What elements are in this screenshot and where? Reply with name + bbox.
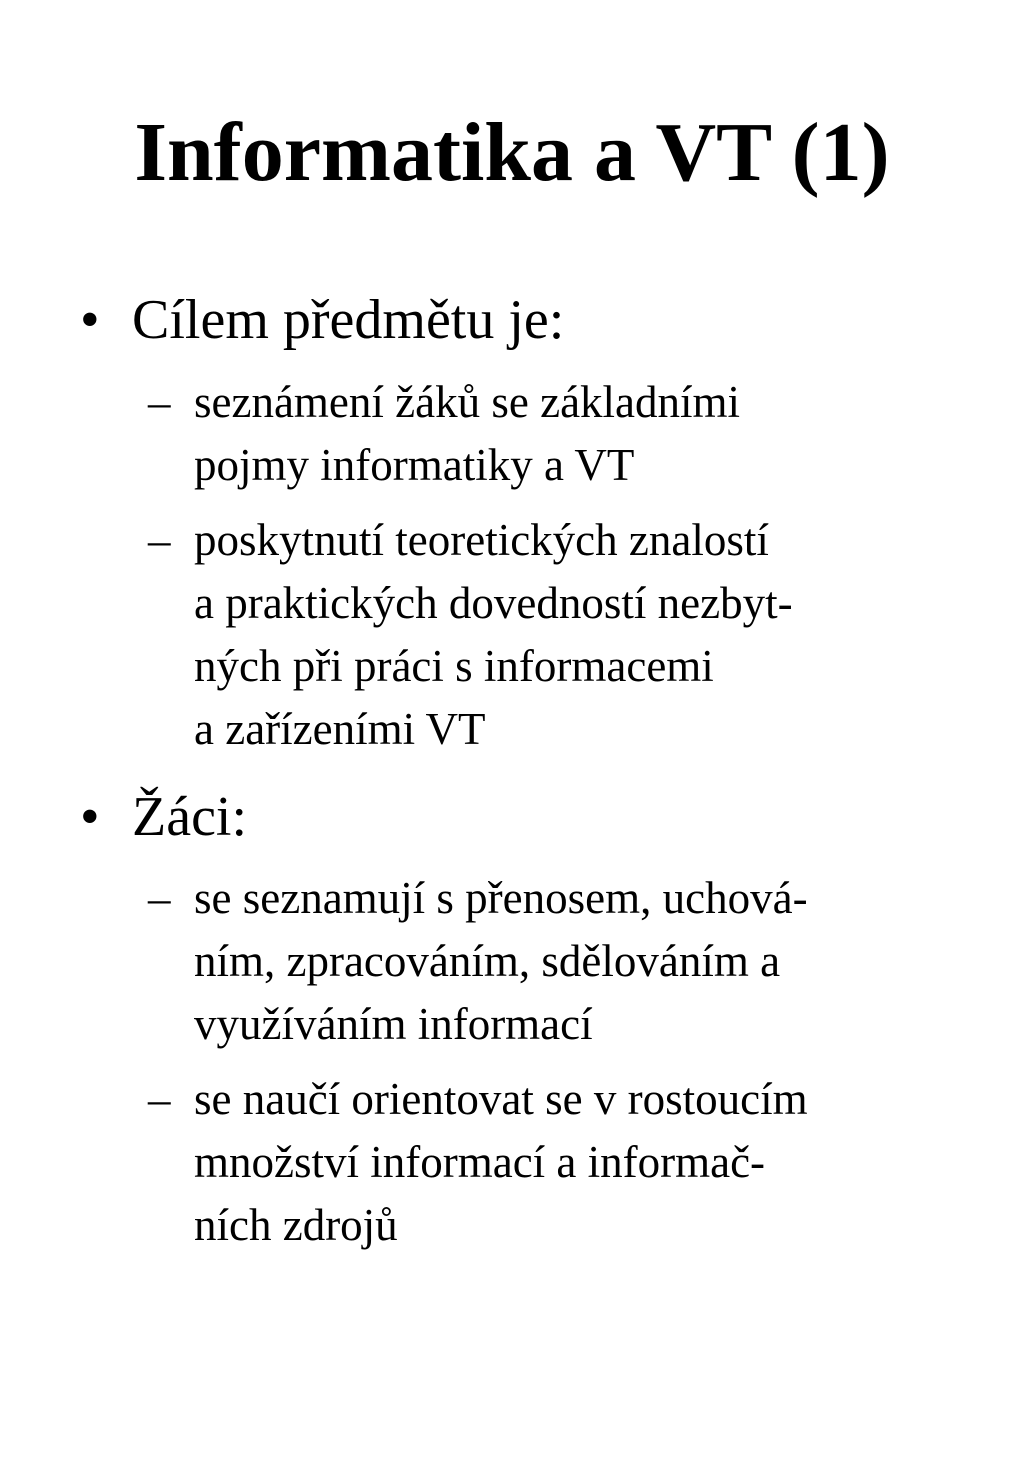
dash-icon: – [148,1074,171,1124]
bullet-heading: Cílem předmětu je: [132,289,565,351]
bullet-item-goals [80,288,564,352]
sub-item-line: se naučí orientovat se v rostoucím [194,1074,808,1124]
bullet-heading: Žáci: [132,786,248,848]
sub-item-line: seznámení žáků se základními [194,377,741,427]
sub-item [148,371,740,497]
dash-icon: – [148,377,171,427]
sub-item-line: využíváním informací [194,999,593,1049]
dash-icon: – [148,873,171,923]
sub-item-line: se seznamují s přenosem, uchová- [194,873,808,923]
bullet-icon: • [80,289,100,351]
bullet-item-students [80,785,247,849]
sub-item-line: množství informací a informač- [194,1137,766,1187]
sub-item-line: ním, zpracováním, sdělováním a [194,936,781,986]
sub-item-line: ních zdrojů [194,1200,398,1250]
slide-title: Informatika a VT (1) [134,106,890,199]
sub-item-line: pojmy informatiky a VT [194,440,635,490]
sub-item [148,509,793,761]
sub-item-line: a praktických dovedností nezbyt- [194,578,793,628]
sub-item [148,1068,808,1257]
dash-icon: – [148,515,171,565]
sub-item-line: ných při práci s informacemi [194,641,714,691]
bullet-icon: • [80,786,100,848]
sub-item-line: poskytnutí teoretických znalostí [194,515,769,565]
sub-item [148,867,808,1056]
sub-item-line: a zařízeními VT [194,704,486,754]
